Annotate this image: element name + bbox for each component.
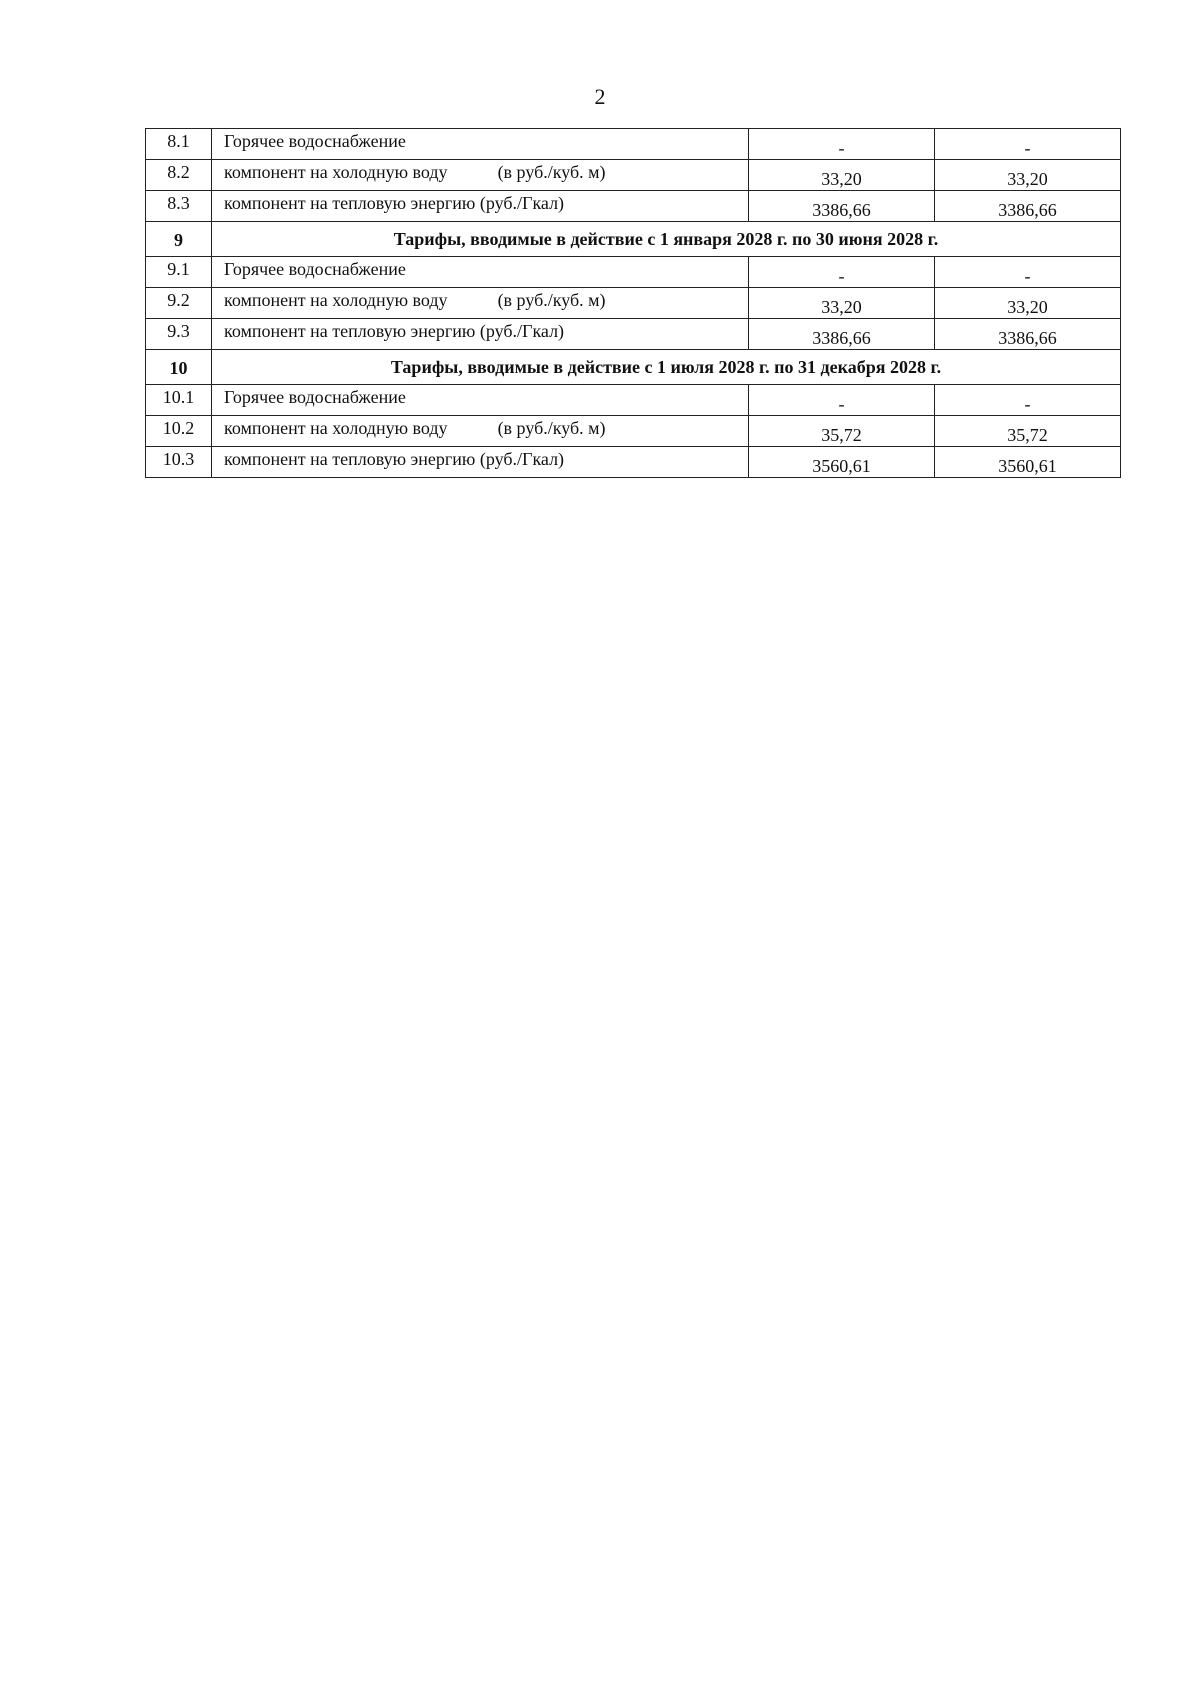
value-cell-2: 3386,66 (935, 319, 1121, 350)
row-number: 9.2 (146, 288, 212, 319)
row-label-text: компонент на холодную воду (224, 290, 448, 310)
row-label-text: компонент на тепловую энергию (руб./Гкал) (224, 193, 565, 213)
table-row (146, 319, 1121, 350)
value-cell-2: 3386,66 (935, 191, 1121, 222)
value-cell-1: 35,72 (749, 416, 935, 447)
row-number: 10.1 (146, 385, 212, 416)
row-label-text: компонент на холодную воду (224, 418, 448, 438)
value-cell-1: 3560,61 (749, 447, 935, 478)
value-cell-1: 3386,66 (749, 191, 935, 222)
value-cell-1: - (749, 257, 935, 288)
page-number: 2 (594, 84, 606, 109)
row-label (212, 447, 749, 478)
row-label-text: Горячее водоснабжение (224, 387, 406, 407)
row-label-text: компонент на тепловую энергию (руб./Гкал) (224, 321, 565, 341)
row-label (212, 129, 749, 160)
value-cell-2: - (935, 385, 1121, 416)
value-cell-2: - (935, 129, 1121, 160)
section-number: 10 (146, 350, 212, 385)
row-number: 8.1 (146, 129, 212, 160)
row-number: 10.2 (146, 416, 212, 447)
table-row (146, 257, 1121, 288)
row-label (212, 191, 749, 222)
table-row (146, 447, 1121, 478)
section-header-row (146, 350, 1121, 385)
value-cell-2: - (935, 257, 1121, 288)
row-unit: (в руб./куб. м) (497, 290, 606, 310)
table-row (146, 129, 1121, 160)
row-unit: (в руб./куб. м) (497, 162, 606, 182)
section-title: Тарифы, вводимые в действие с 1 июля 2028 г. по 31 декабря 2028 г. (212, 350, 1121, 385)
section-header-row (146, 222, 1121, 257)
value-cell-1: - (749, 385, 935, 416)
value-cell-1: - (749, 129, 935, 160)
row-label-text: Горячее водоснабжение (224, 259, 406, 279)
value-cell-2: 33,20 (935, 160, 1121, 191)
table-row (146, 288, 1121, 319)
row-label (212, 257, 749, 288)
table-row (146, 191, 1121, 222)
row-label-text: Горячее водоснабжение (224, 131, 406, 151)
value-cell-1: 3386,66 (749, 319, 935, 350)
row-label-text: компонент на тепловую энергию (руб./Гкал) (224, 449, 565, 469)
row-label (212, 385, 749, 416)
row-unit: (в руб./куб. м) (497, 418, 606, 438)
row-label (212, 160, 749, 191)
value-cell-2: 35,72 (935, 416, 1121, 447)
tariff-table (145, 128, 1121, 478)
row-label (212, 319, 749, 350)
row-label (212, 416, 749, 447)
section-title: Тарифы, вводимые в действие с 1 января 2028 г. по 30 июня 2028 г. (212, 222, 1121, 257)
row-number: 8.2 (146, 160, 212, 191)
table-row (146, 385, 1121, 416)
row-label-text: компонент на холодную воду (224, 162, 448, 182)
value-cell-2: 3560,61 (935, 447, 1121, 478)
table-row (146, 160, 1121, 191)
value-cell-1: 33,20 (749, 160, 935, 191)
value-cell-2: 33,20 (935, 288, 1121, 319)
row-number: 8.3 (146, 191, 212, 222)
row-number: 10.3 (146, 447, 212, 478)
section-number: 9 (146, 222, 212, 257)
row-label (212, 288, 749, 319)
value-cell-1: 33,20 (749, 288, 935, 319)
row-number: 9.3 (146, 319, 212, 350)
row-number: 9.1 (146, 257, 212, 288)
table-row (146, 416, 1121, 447)
